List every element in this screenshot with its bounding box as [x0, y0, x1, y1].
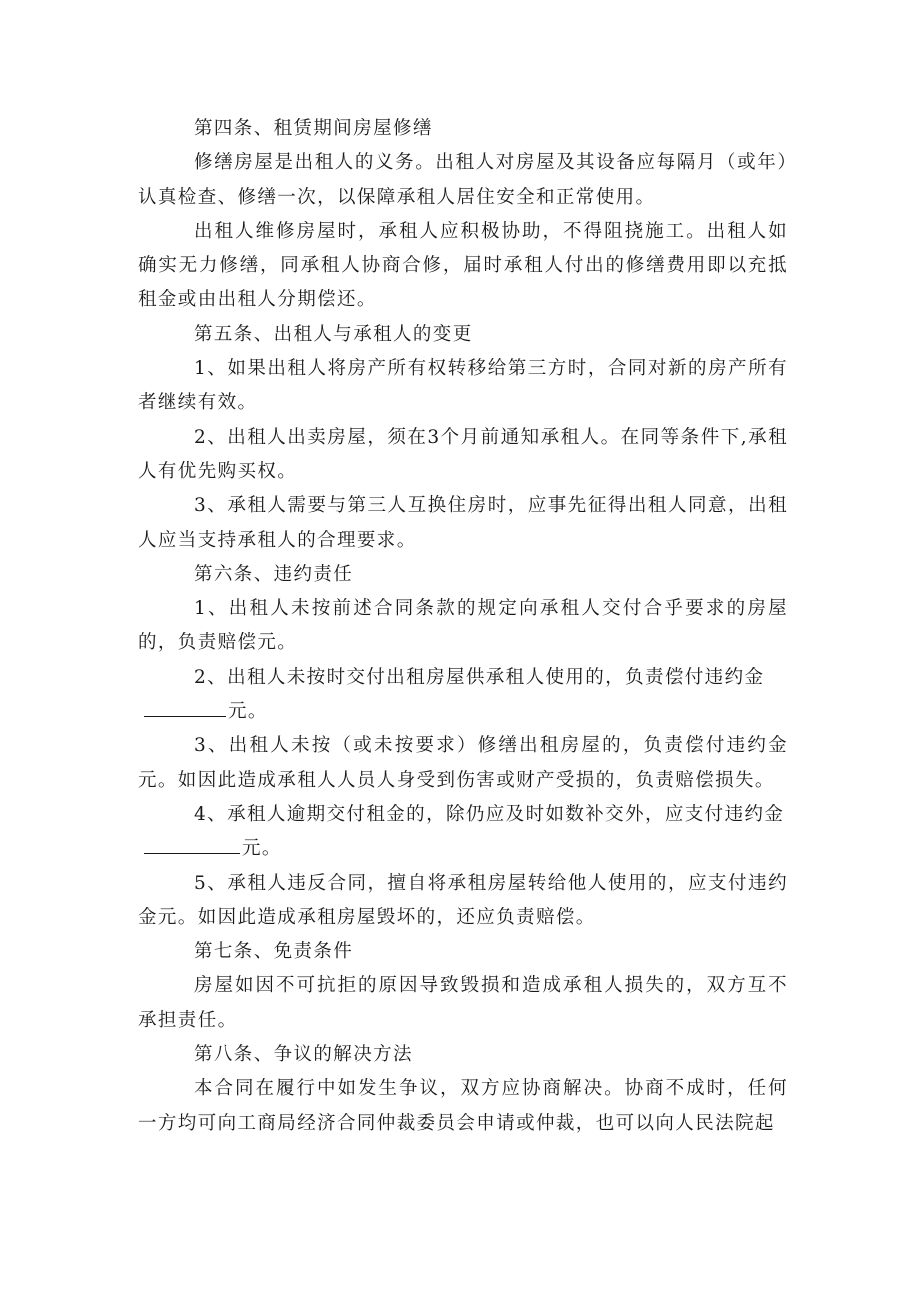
clause-item: 3、出租人未按（或未按要求）修缮出租房屋的，负责偿付违约金元。如因此造成承租人人员人身受到伤害或财产受损的，负责赔偿损失。: [138, 735, 788, 791]
clause-item: [138, 661, 788, 695]
section-heading-7: 第七条、免责条件: [194, 941, 354, 963]
paragraph: 本合同在履行中如发生争议，双方应协商解决。协商不成时，任何一方均可向工商局经济合同仲裁委员会申请或仲裁，也可以向人民法院起: [138, 1078, 788, 1134]
clause-item: 2、出租人出卖房屋，须在3个月前通知承租人。在同等条件下,承租人有优先购买权。: [138, 426, 788, 482]
section-heading-6: 第六条、违约责任: [194, 563, 354, 585]
clause-text: 元。: [242, 838, 282, 860]
clause-item: 5、承租人违反合同，擅自将承租房屋转给他人使用的，应支付违约金元。如因此造成承租房屋毁坏的，还应负责赔偿。: [138, 872, 788, 928]
paragraph: 修缮房屋是出租人的义务。出租人对房屋及其设备应每隔月（或年）认真检查、修缮一次，以保障承租人居住安全和正常使用。: [138, 152, 788, 208]
section-heading-8: 第八条、争议的解决方法: [194, 1044, 413, 1066]
paragraph: 房屋如因不可抗拒的原因导致毁损和造成承租人损失的，双方互不承担责任。: [138, 975, 788, 1031]
clause-blank-line: [138, 695, 788, 729]
clause-item: 3、承租人需要与第三人互换住房时，应事先征得出租人同意，出租人应当支持承租人的合理要求。: [138, 495, 788, 551]
fill-in-blank: [144, 835, 240, 854]
clause-item: 1、如果出租人将房产所有权转移给第三方时，合同对新的房产所有者继续有效。: [138, 358, 788, 414]
fill-in-blank: [144, 698, 226, 717]
clause-item: 1、出租人未按前述合同条款的规定向承租人交付合乎要求的房屋的，负责赔偿元。: [138, 598, 788, 654]
section-heading-5: 第五条、出租人与承租人的变更: [194, 323, 473, 345]
document-body: [138, 112, 788, 1141]
clause-blank-line: [138, 832, 788, 866]
clause-item: [138, 798, 788, 832]
paragraph: 出租人维修房屋时，承租人应积极协助，不得阻挠施工。出租人如确实无力修缮，同承租人协商合修，届时承租人付出的修缮费用即以充抵租金或由出租人分期偿还。: [138, 220, 788, 311]
clause-text: 元。: [228, 701, 268, 723]
clause-text: 2、出租人未按时交付出租房屋供承租人使用的，负责偿付违约金: [194, 666, 765, 688]
clause-text: 4、承租人逾期交付租金的，除仍应及时如数补交外，应支付违约金: [194, 803, 785, 825]
section-heading-4: 第四条、租赁期间房屋修缮: [194, 118, 433, 139]
